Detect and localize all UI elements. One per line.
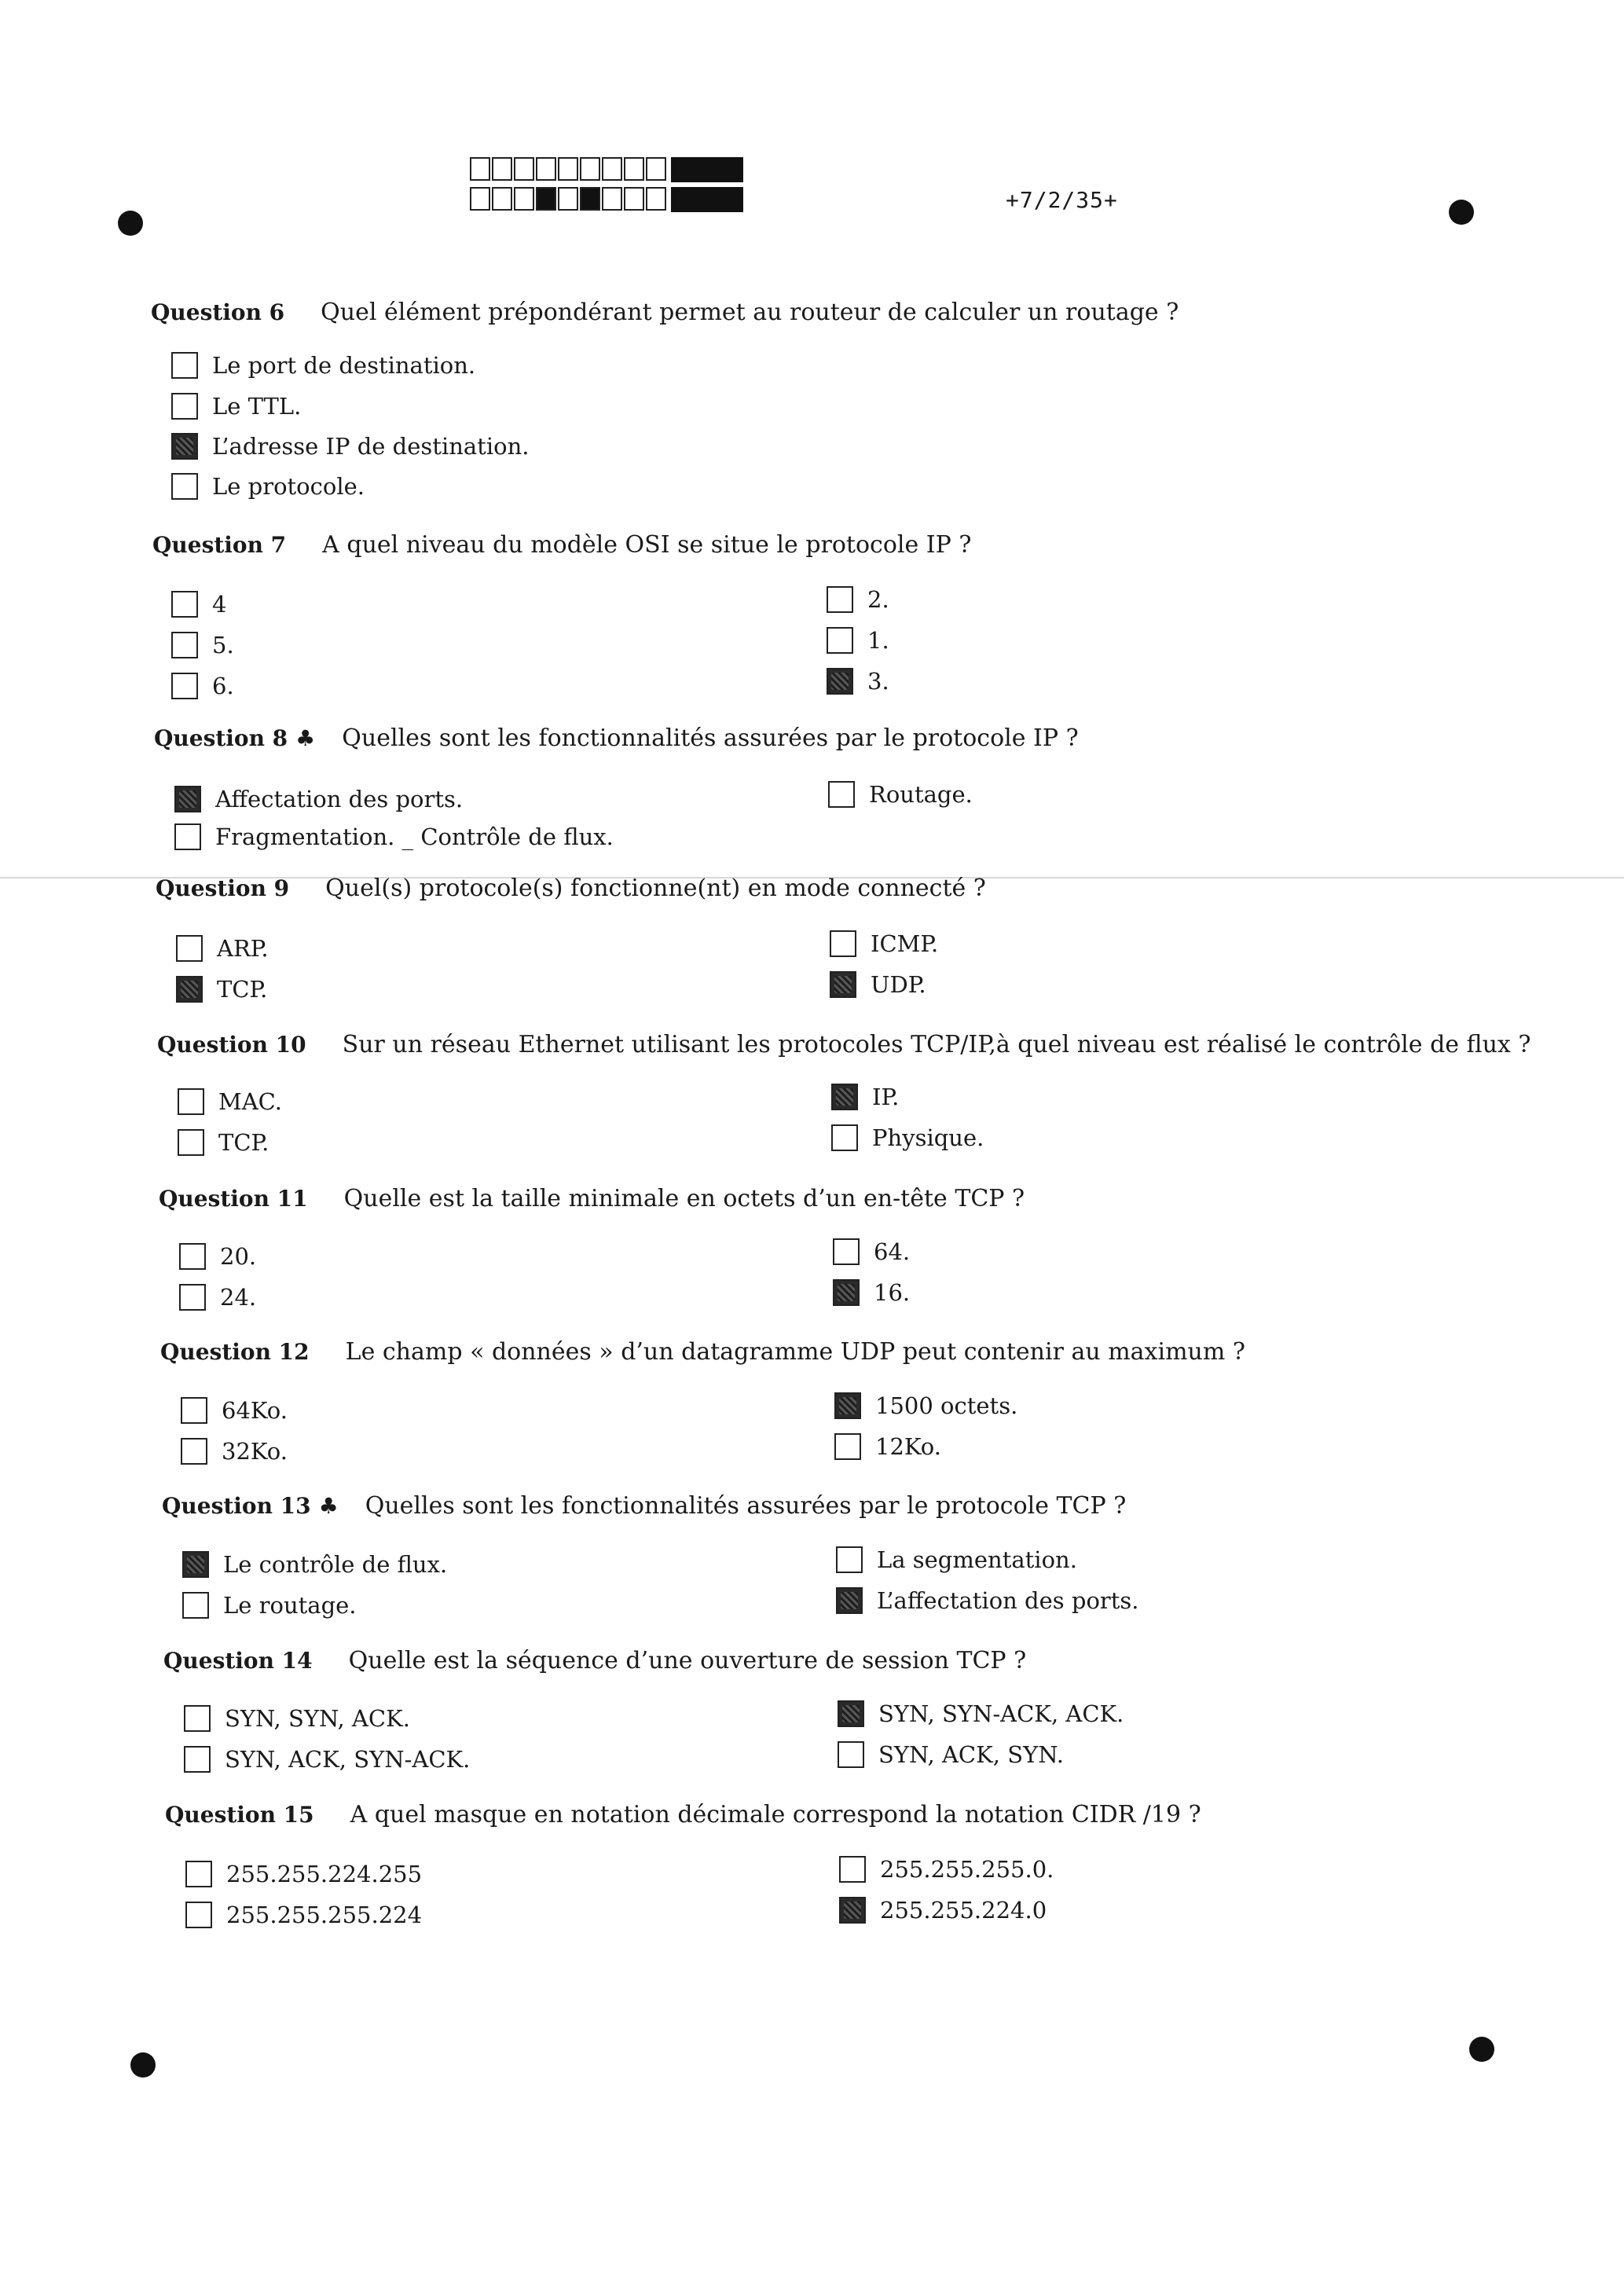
answer-label: SYN, ACK, SYN. bbox=[878, 1741, 1064, 1768]
answer-choice[interactable] bbox=[831, 1124, 984, 1151]
question-number: Question 14 bbox=[163, 1648, 313, 1674]
answer-choice[interactable] bbox=[185, 1861, 422, 1887]
question-text: A quel masque en notation décimale correspond la notation CIDR /19 ? bbox=[350, 1801, 1201, 1828]
checkbox[interactable] bbox=[185, 1861, 212, 1887]
answer-choice[interactable] bbox=[834, 1392, 1017, 1419]
barcode-row-2 bbox=[470, 187, 743, 212]
question-number: Question 9 bbox=[156, 875, 290, 901]
checkbox[interactable] bbox=[839, 1856, 866, 1883]
answer-label: 255.255.224.0 bbox=[880, 1897, 1047, 1924]
answer-choice[interactable] bbox=[827, 668, 889, 695]
answer-label: 64Ko. bbox=[222, 1397, 288, 1424]
answer-choice[interactable] bbox=[178, 1129, 269, 1156]
question-text: Le champ « données » d’un datagramme UDP peut contenir au maximum ? bbox=[345, 1338, 1245, 1366]
barcode-cell bbox=[470, 157, 490, 181]
barcode-cell bbox=[558, 187, 578, 211]
answer-label: 1500 octets. bbox=[875, 1392, 1018, 1419]
answer-choice[interactable] bbox=[184, 1746, 470, 1773]
barcode-cell bbox=[492, 187, 512, 211]
answer-choice[interactable] bbox=[839, 1856, 1054, 1883]
answer-choice[interactable] bbox=[830, 971, 926, 998]
answer-choice[interactable] bbox=[181, 1397, 288, 1424]
page-id: +7/2/35+ bbox=[1006, 187, 1118, 213]
question-header bbox=[156, 875, 986, 902]
barcode-cell bbox=[624, 157, 644, 181]
answer-label: ARP. bbox=[217, 935, 269, 962]
answer-choice[interactable] bbox=[833, 1279, 910, 1306]
question-number: Question 8 bbox=[154, 725, 288, 751]
answer-choice[interactable] bbox=[176, 935, 269, 962]
checkbox[interactable] bbox=[831, 1124, 858, 1151]
registration-dot-bottom-right bbox=[1469, 2037, 1494, 2062]
checkbox[interactable] bbox=[171, 673, 198, 699]
barcode-bar bbox=[671, 157, 743, 182]
checkbox[interactable] bbox=[830, 930, 856, 957]
answer-choice[interactable] bbox=[181, 1438, 288, 1465]
answer-choice[interactable] bbox=[838, 1700, 1124, 1727]
barcode-cell bbox=[514, 157, 534, 181]
answer-choice[interactable] bbox=[171, 591, 226, 618]
multiple-answer-club-icon: ♣ bbox=[318, 1493, 339, 1519]
question-text: Quelle est la taille minimale en octets d’un en-tête TCP ? bbox=[343, 1185, 1025, 1212]
answer-choice[interactable] bbox=[171, 393, 301, 420]
answer-choice[interactable] bbox=[830, 930, 938, 957]
checkbox[interactable] bbox=[828, 781, 855, 808]
question-header bbox=[151, 299, 1179, 326]
question-text: Quelles sont les fonctionnalités assurées par le protocole TCP ? bbox=[365, 1492, 1127, 1520]
checkbox[interactable] bbox=[171, 393, 198, 420]
question-number: Question 6 bbox=[151, 299, 285, 325]
answer-label: MAC. bbox=[218, 1088, 283, 1115]
question-header bbox=[159, 1185, 1025, 1212]
answer-choice[interactable] bbox=[834, 1433, 941, 1460]
question-header bbox=[165, 1801, 1201, 1828]
answer-label: SYN, SYN, ACK. bbox=[225, 1705, 410, 1732]
answer-choice[interactable] bbox=[828, 781, 973, 808]
answer-choice[interactable] bbox=[171, 673, 234, 699]
answer-label: Le contrôle de flux. bbox=[223, 1551, 448, 1578]
question-header bbox=[162, 1492, 1126, 1520]
answer-choice[interactable] bbox=[178, 1088, 282, 1115]
barcode-cell bbox=[602, 187, 622, 211]
question-header bbox=[154, 724, 1079, 752]
answer-label: 6. bbox=[212, 673, 234, 699]
barcode-cell bbox=[646, 157, 666, 181]
answer-choice[interactable] bbox=[171, 352, 475, 379]
answer-label: SYN, ACK, SYN-ACK. bbox=[225, 1746, 471, 1773]
checkbox[interactable] bbox=[179, 1243, 206, 1270]
registration-dot-top-right bbox=[1449, 200, 1474, 225]
barcode-cell bbox=[536, 157, 556, 181]
checked-checkbox[interactable] bbox=[171, 433, 198, 460]
checked-checkbox[interactable] bbox=[836, 1587, 863, 1614]
answer-choice[interactable] bbox=[174, 786, 463, 812]
answer-choice[interactable] bbox=[839, 1897, 1047, 1924]
answer-label: L’adresse IP de destination. bbox=[212, 433, 530, 460]
checked-checkbox[interactable] bbox=[174, 786, 201, 812]
answer-label: Le protocole. bbox=[212, 473, 365, 500]
checkbox[interactable] bbox=[181, 1438, 207, 1465]
checkbox[interactable] bbox=[836, 1546, 863, 1573]
answer-label: 32Ko. bbox=[222, 1438, 288, 1465]
checkbox[interactable] bbox=[178, 1129, 204, 1156]
answer-label: L’affectation des ports. bbox=[877, 1587, 1139, 1614]
answer-label: Affectation des ports. bbox=[215, 786, 464, 812]
registration-dot-bottom-left bbox=[130, 2052, 156, 2078]
answer-choice[interactable] bbox=[184, 1705, 410, 1732]
question-text: Sur un réseau Ethernet utilisant les protocoles TCP/IP,à quel niveau est réalisé le contrôle de flux ? bbox=[342, 1031, 1531, 1058]
answer-choice[interactable] bbox=[176, 976, 267, 1003]
answer-label: 5. bbox=[212, 632, 234, 658]
checkbox[interactable] bbox=[182, 1592, 209, 1619]
answer-label: 2. bbox=[867, 586, 889, 613]
question-number: Question 11 bbox=[159, 1186, 308, 1212]
checkbox[interactable] bbox=[171, 473, 198, 500]
answer-label: 64. bbox=[874, 1238, 911, 1265]
answer-label: 4 bbox=[212, 591, 227, 618]
answer-choice[interactable] bbox=[171, 473, 365, 500]
question-header bbox=[160, 1338, 1245, 1366]
barcode-row-1 bbox=[470, 157, 743, 182]
answer-label: 255.255.255.0. bbox=[880, 1856, 1054, 1883]
checkbox[interactable] bbox=[176, 935, 203, 962]
question-number: Question 7 bbox=[152, 532, 287, 558]
question-text: A quel niveau du modèle OSI se situe le protocole IP ? bbox=[322, 531, 972, 559]
answer-label: La segmentation. bbox=[877, 1546, 1077, 1573]
answer-label: 255.255.224.255 bbox=[226, 1861, 423, 1887]
answer-label: 20. bbox=[220, 1243, 257, 1270]
answer-choice[interactable] bbox=[179, 1284, 256, 1311]
question-text: Quelle est la séquence d’une ouverture de session TCP ? bbox=[348, 1647, 1027, 1674]
answer-choice[interactable] bbox=[182, 1551, 447, 1578]
question-text: Quel élément prépondérant permet au routeur de calculer un routage ? bbox=[321, 299, 1179, 326]
answer-choice[interactable] bbox=[831, 1084, 899, 1110]
checkbox[interactable] bbox=[834, 1433, 861, 1460]
question-number: Question 13 bbox=[162, 1493, 311, 1519]
barcode-cell bbox=[580, 157, 600, 181]
registration-dot-top-left bbox=[118, 211, 143, 236]
question-header bbox=[163, 1647, 1026, 1674]
answer-label: 1. bbox=[867, 627, 889, 654]
checkbox[interactable] bbox=[838, 1741, 864, 1768]
checkbox[interactable] bbox=[179, 1284, 206, 1311]
answer-choice[interactable] bbox=[836, 1546, 1077, 1573]
question-number: Question 10 bbox=[157, 1032, 306, 1058]
answer-label: 24. bbox=[220, 1284, 257, 1311]
question-header bbox=[157, 1031, 1531, 1058]
checkbox[interactable] bbox=[184, 1746, 211, 1773]
checkbox[interactable] bbox=[171, 352, 198, 379]
answer-label: Fragmentation. _ Contrôle de flux. bbox=[215, 823, 614, 850]
barcode-cell bbox=[492, 157, 512, 181]
checked-checkbox[interactable] bbox=[830, 971, 856, 998]
checked-checkbox[interactable] bbox=[827, 668, 853, 695]
answer-label: Le TTL. bbox=[212, 393, 302, 420]
answer-label: 3. bbox=[867, 668, 889, 695]
barcode-cell bbox=[470, 187, 490, 211]
checked-checkbox[interactable] bbox=[182, 1551, 209, 1578]
answer-label: SYN, SYN-ACK, ACK. bbox=[878, 1700, 1124, 1727]
answer-label: ICMP. bbox=[871, 930, 939, 957]
checkbox[interactable] bbox=[184, 1705, 211, 1732]
barcode-cell bbox=[624, 187, 644, 211]
checkbox[interactable] bbox=[185, 1902, 212, 1928]
question-text: Quel(s) protocole(s) fonctionne(nt) en mode connecté ? bbox=[325, 875, 986, 902]
answer-label: 16. bbox=[874, 1279, 911, 1306]
checked-checkbox[interactable] bbox=[176, 976, 203, 1003]
checked-checkbox[interactable] bbox=[833, 1279, 860, 1306]
answer-label: 12Ko. bbox=[875, 1433, 941, 1460]
answer-choice[interactable] bbox=[185, 1902, 422, 1928]
answer-label: Le routage. bbox=[223, 1592, 357, 1619]
answer-choice[interactable] bbox=[827, 627, 889, 654]
barcode-cell bbox=[646, 187, 666, 211]
multiple-answer-club-icon: ♣ bbox=[295, 725, 316, 751]
checkbox[interactable] bbox=[171, 632, 198, 658]
answer-choice[interactable] bbox=[171, 433, 529, 460]
checkbox[interactable] bbox=[171, 591, 198, 618]
barcode-cell bbox=[514, 187, 534, 211]
answer-choice[interactable] bbox=[179, 1243, 256, 1270]
checked-checkbox[interactable] bbox=[834, 1392, 861, 1419]
checked-checkbox[interactable] bbox=[839, 1897, 866, 1924]
checkbox[interactable] bbox=[827, 586, 853, 613]
checkbox[interactable] bbox=[178, 1088, 204, 1115]
answer-choice[interactable] bbox=[182, 1592, 357, 1619]
question-number: Question 12 bbox=[160, 1339, 310, 1365]
answer-label: IP. bbox=[872, 1084, 900, 1110]
answer-label: TCP. bbox=[217, 976, 268, 1003]
page-barcode bbox=[470, 157, 743, 217]
barcode-bar bbox=[671, 187, 743, 212]
barcode-cell bbox=[602, 157, 622, 181]
answer-label: TCP. bbox=[218, 1129, 269, 1156]
checkbox[interactable] bbox=[174, 823, 201, 850]
question-text: Quelles sont les fonctionnalités assurées par le protocole IP ? bbox=[342, 724, 1079, 752]
checkbox[interactable] bbox=[833, 1238, 860, 1265]
answer-label: Routage. bbox=[869, 781, 973, 808]
answer-label: Physique. bbox=[872, 1124, 984, 1151]
answer-label: Le port de destination. bbox=[212, 352, 476, 379]
checked-checkbox[interactable] bbox=[838, 1700, 864, 1727]
barcode-cell bbox=[536, 187, 556, 211]
answer-label: UDP. bbox=[871, 971, 926, 998]
checkbox[interactable] bbox=[181, 1397, 207, 1424]
answer-label: 255.255.255.224 bbox=[226, 1902, 423, 1928]
answer-choice[interactable] bbox=[833, 1238, 910, 1265]
question-number: Question 15 bbox=[165, 1802, 314, 1828]
answer-choice[interactable] bbox=[827, 586, 889, 613]
answer-choice[interactable] bbox=[174, 823, 614, 850]
answer-choice[interactable] bbox=[836, 1587, 1139, 1614]
answer-choice[interactable] bbox=[171, 632, 234, 658]
checked-checkbox[interactable] bbox=[831, 1084, 858, 1110]
question-header bbox=[152, 531, 971, 559]
answer-choice[interactable] bbox=[838, 1741, 1064, 1768]
barcode-cell bbox=[580, 187, 600, 211]
checkbox[interactable] bbox=[827, 627, 853, 654]
barcode-cell bbox=[558, 157, 578, 181]
